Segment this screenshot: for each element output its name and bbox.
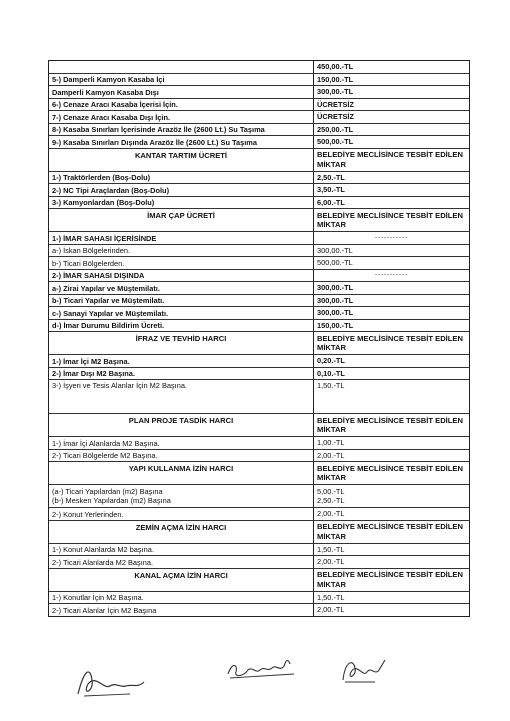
item-label: 2-) Ticari Bölgelerde M2 Başına. xyxy=(49,450,314,462)
section-value-header: BELEDİYE MECLİSİNCE TESBİT EDİLEN MİKTAR xyxy=(317,210,463,229)
section-title: YAPI KULLANMA İZİN HARCI xyxy=(49,462,314,484)
item-label xyxy=(49,485,314,507)
table-row xyxy=(49,74,469,87)
table-row xyxy=(49,307,469,320)
item-value-line: 2,50.-TL xyxy=(317,496,345,505)
item-value: 300,00.-TL xyxy=(317,295,354,305)
item-label: 1-) İmar İçi M2 Başına. xyxy=(49,355,314,367)
item-label: b-) Ticari Yapılar ve Müştemilatı. xyxy=(49,295,314,307)
item-label: 3-) İşyeri ve Tesis Alanlar İçin M2 Başına. xyxy=(49,380,314,413)
item-label: 1-) Konutlar İçin M2 Başına. xyxy=(49,592,314,604)
section-title: ZEMİN AÇMA İZİN HARCI xyxy=(49,521,314,543)
table-row xyxy=(49,232,469,245)
table-row xyxy=(49,124,469,137)
item-label: Damperli Kamyon Kasaba Dışı xyxy=(49,86,314,98)
item-label-line: (b-) Mesken Yapılardan (m2) Başına xyxy=(52,496,171,505)
item-label: 8-) Kasaba Sınırları İçerisinde Arazöz İle (2600 Lt.) Su Taşıma xyxy=(49,124,314,136)
item-value: 1,00.-TL xyxy=(317,438,345,448)
item-label: 2-) Ticari Alanlarda M2 Başına. xyxy=(49,556,314,568)
item-label xyxy=(49,61,314,73)
table-row xyxy=(49,437,469,450)
table-row xyxy=(49,320,469,333)
item-label: 7-) Cenaze Aracı Kasaba Dışı İçin. xyxy=(49,111,314,123)
table-row xyxy=(49,508,469,521)
section-value-header: BELEDİYE MECLİSİNCE TESBİT EDİLEN MİKTAR xyxy=(317,522,463,541)
item-label: 2-) İMAR SAHASI DIŞINDA xyxy=(49,270,314,282)
section-value-header: BELEDİYE MECLİSİNCE TESBİT EDİLEN MİKTAR xyxy=(317,463,463,482)
table-row xyxy=(49,368,469,381)
item-value: 3,50.-TL xyxy=(317,185,345,195)
section-value-header: BELEDİYE MECLİSİNCE TESBİT EDİLEN MİKTAR xyxy=(317,333,463,352)
item-label: 6-) Cenaze Aracı Kasaba İçerisi İçin. xyxy=(49,99,314,111)
item-value xyxy=(314,485,469,507)
item-value: 0,20.-TL xyxy=(317,356,345,366)
item-value: 1,50.-TL xyxy=(317,592,345,602)
item-value: 500,00.-TL xyxy=(317,137,354,147)
table-row xyxy=(49,136,469,149)
item-value-line: 5,00.-TL xyxy=(317,487,345,496)
item-value: 250,00.-TL xyxy=(317,124,354,134)
item-label: 2-) Konut Yerlerinden. xyxy=(49,508,314,520)
table-row xyxy=(49,245,469,258)
section-title: İMAR ÇAP ÜCRETİ xyxy=(49,209,314,231)
item-value: 450,00.-TL xyxy=(317,62,354,72)
item-value: 6,00.-TL xyxy=(317,197,345,207)
item-value: 300,00.-TL xyxy=(317,87,354,97)
item-label: c-) Sanayi Yapılar ve Müştemilatı. xyxy=(49,307,314,319)
table-row xyxy=(49,111,469,124)
table-row xyxy=(49,184,469,197)
section-title: PLAN PROJE TASDİK HARCI xyxy=(49,414,314,436)
item-label: 2-) İmar Dışı M2 Başına. xyxy=(49,368,314,380)
item-value: 1,50.-TL xyxy=(317,544,345,554)
item-label-line: (a-) Ticari Yapılardan (m2) Başına xyxy=(52,487,163,496)
section-title: KANAL AÇMA İZİN HARCI xyxy=(49,569,314,591)
section-header-row xyxy=(49,462,469,485)
item-label: 2-) NC Tipi Araçlardan (Boş-Dolu) xyxy=(49,184,314,196)
table-row xyxy=(49,355,469,368)
table-row xyxy=(49,99,469,112)
table-row xyxy=(49,380,469,414)
section-value-header: BELEDİYE MECLİSİNCE TESBİT EDİLEN MİKTAR xyxy=(317,415,463,434)
table-row xyxy=(49,604,469,616)
signature-right-icon xyxy=(335,652,395,688)
item-value: ----------- xyxy=(375,234,408,241)
item-value: 2,50.-TL xyxy=(317,172,345,182)
section-header-row xyxy=(49,332,469,355)
table-row xyxy=(49,172,469,185)
item-label: d-) İmar Durumu Bildirim Ücreti. xyxy=(49,320,314,332)
item-value: 300,00.-TL xyxy=(317,245,353,255)
fee-table xyxy=(48,60,470,617)
table-row xyxy=(49,544,469,557)
table-row xyxy=(49,592,469,605)
item-label: 2-) Ticari Alanlar İçin M2 Başına xyxy=(49,604,314,616)
item-value: 2,00.-TL xyxy=(317,509,345,519)
item-value: 500,00.-TL xyxy=(317,258,353,268)
signature-left-icon xyxy=(70,660,150,700)
section-header-row xyxy=(49,209,469,232)
table-row xyxy=(49,270,469,283)
table-row xyxy=(49,282,469,295)
table-row xyxy=(49,197,469,210)
item-label: 5-) Damperli Kamyon Kasaba İçi xyxy=(49,74,314,86)
item-label: 3-) Kamyonlardan (Boş-Dolu) xyxy=(49,197,314,209)
item-value: 2,00.-TL xyxy=(317,605,345,615)
table-row xyxy=(49,61,469,74)
item-value: 0,10.-TL xyxy=(317,368,345,378)
item-value: 300,00.-TL xyxy=(317,308,354,318)
item-value: ----------- xyxy=(375,272,408,279)
signature-middle-icon xyxy=(222,654,302,684)
section-header-row xyxy=(49,521,469,544)
section-value-header: BELEDİYE MECLİSİNCE TESBİT EDİLEN MİKTAR xyxy=(317,570,463,589)
item-label: a-) Zirai Yapılar ve Müştemilatı. xyxy=(49,282,314,294)
item-label: 9-) Kasaba Sınırları Dışında Arazöz İle (2600 Lt.) Su Taşıma xyxy=(49,136,314,148)
table-row xyxy=(49,450,469,463)
item-label: a-) İskan Bölgelerinden. xyxy=(49,245,314,257)
section-value-header: BELEDİYE MECLİSİNCE TESBİT EDİLEN MİKTAR xyxy=(317,150,463,169)
item-label: 1-) İmar İçi Alanlarda M2 Başına. xyxy=(49,437,314,449)
item-label: 1-) Traktörlerden (Boş-Dolu) xyxy=(49,172,314,184)
item-value: ÜCRETSİZ xyxy=(317,112,354,122)
table-row xyxy=(49,556,469,569)
item-value: 300,00.-TL xyxy=(317,283,354,293)
item-label: 1-) Konut Alanlarda M2 başına. xyxy=(49,544,314,556)
table-row xyxy=(49,86,469,99)
item-label: b-) Ticari Bölgelerden. xyxy=(49,257,314,269)
item-value: 1,50.-TL xyxy=(317,381,345,390)
section-header-row xyxy=(49,414,469,437)
item-value: 2,00.-TL xyxy=(317,557,345,567)
table-row xyxy=(49,295,469,308)
section-header-row xyxy=(49,569,469,592)
item-value: ÜCRETSİZ xyxy=(317,99,354,109)
item-value: 150,00.-TL xyxy=(317,320,354,330)
section-title: KANTAR TARTIM ÜCRETİ xyxy=(49,149,314,171)
item-label: 1-) İMAR SAHASI İÇERİSİNDE xyxy=(49,232,314,244)
table-row xyxy=(49,257,469,270)
item-value: 150,00.-TL xyxy=(317,74,354,84)
section-header-row xyxy=(49,149,469,172)
table-row xyxy=(49,485,469,508)
section-title: İFRAZ VE TEVHİD HARCI xyxy=(49,332,314,354)
item-value: 2,00.-TL xyxy=(317,450,345,460)
